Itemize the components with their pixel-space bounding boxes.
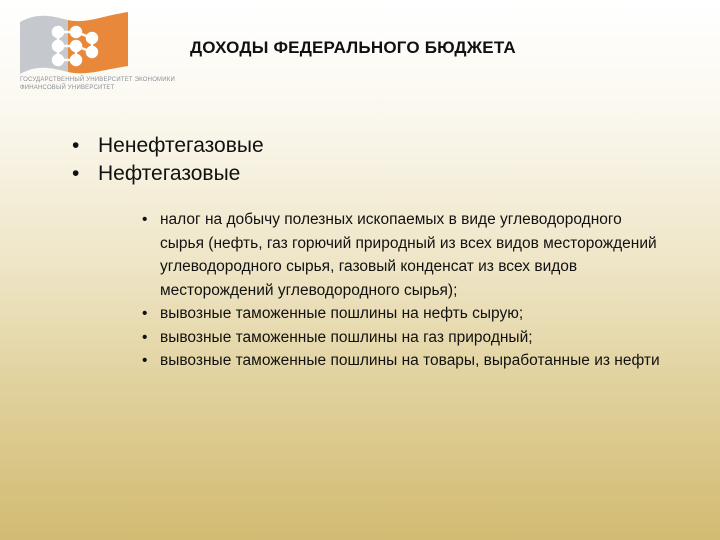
sub-list-item [142, 208, 662, 302]
bullet-icon: • [142, 211, 148, 228]
logo-caption-line2: ФИНАНСОВЫЙ УНИВЕРСИТЕТ [20, 85, 115, 91]
sub-list-item [142, 349, 662, 373]
bullet-icon: • [142, 305, 148, 322]
main-list-item-text: Ненефтегазовые [98, 134, 264, 157]
sub-list-item-text: налог на добычу полезных ископаемых в виде углеводородного сырья (нефть, газ горючий природный из всех видов месторождений углеводородного сырья, газовый конденсат из всех видов месторождений углеводородного сырья); [160, 211, 657, 299]
sub-list-item-text: вывозные таможенные пошлины на нефть сырую; [160, 305, 524, 322]
main-list-item [72, 132, 264, 160]
logo-caption-line1: ГОСУДАРСТВЕННЫЙ УНИВЕРСИТЕТ ЭКОНОМИКИ [20, 77, 175, 83]
bullet-icon: • [142, 352, 148, 369]
bullet-icon: • [72, 134, 80, 157]
sub-list-item [142, 302, 662, 326]
bullet-icon: • [72, 162, 80, 185]
sub-list-item-text: вывозные таможенные пошлины на газ природный; [160, 328, 533, 346]
slide-title: ДОХОДЫ ФЕДЕРАЛЬНОГО БЮДЖЕТА [190, 38, 516, 57]
logo-caption [20, 76, 175, 92]
sub-list-item-text: вывозные таможенные пошлины на товары, выработанные из нефти [160, 352, 660, 369]
main-list-item [72, 160, 264, 188]
bullet-icon: • [142, 328, 148, 346]
main-bullet-list [72, 132, 264, 188]
sub-bullet-list [142, 208, 662, 373]
sub-list-item [142, 326, 662, 350]
main-list-item-text: Нефтегазовые [98, 162, 241, 185]
